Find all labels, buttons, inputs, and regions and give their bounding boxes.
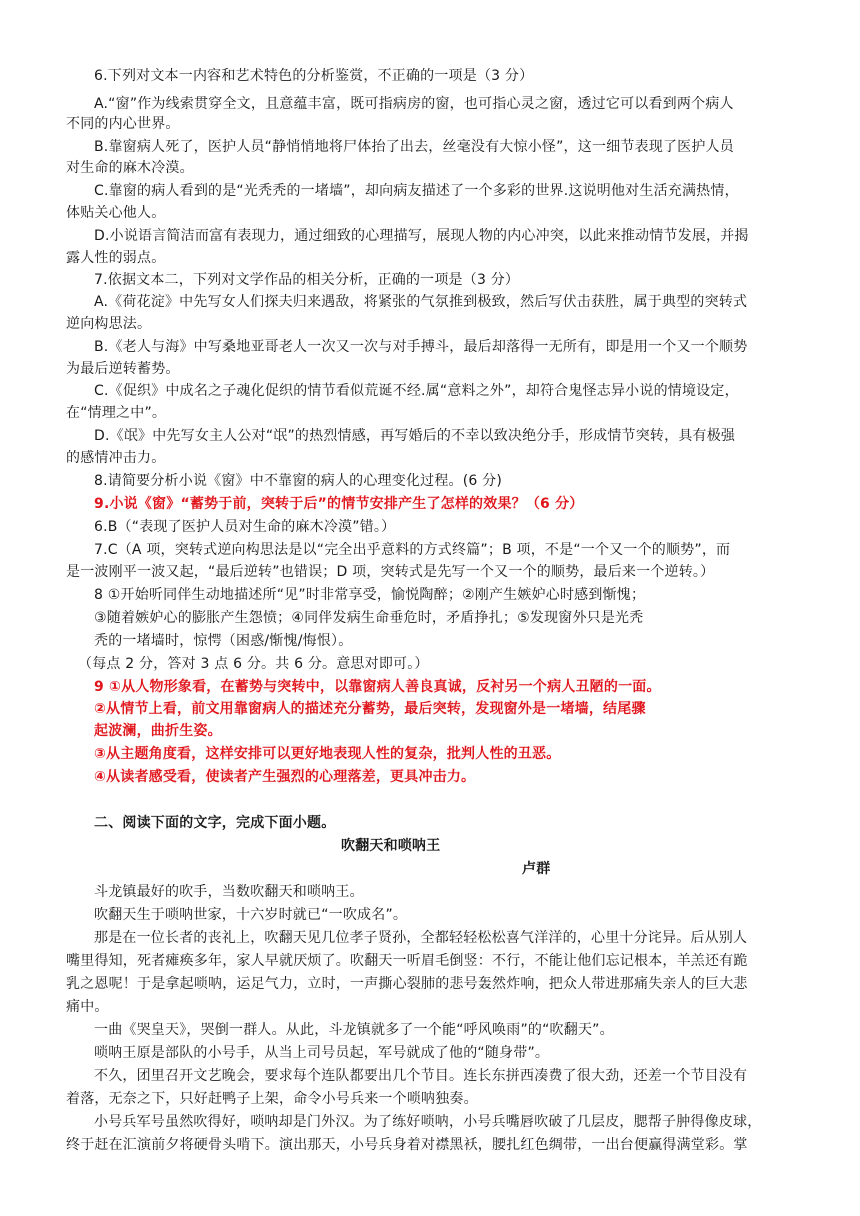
question-7-stem: 7.依据文本二，下列对文学作品的相关分析，正确的一项是（3 分） bbox=[94, 272, 520, 288]
option-7c: C.《促织》中成名之子魂化促织的情节看似荒诞不经.属“意料之外”，却符合鬼怪志异小说的情境设定， bbox=[94, 383, 739, 399]
article-para-7: 小号兵军号虽然吹得好，唢呐却是门外汉。为了练好唢呐，小号兵嘴唇吹破了几层皮，腮帮子肿得像皮球， bbox=[94, 1114, 762, 1130]
option-7d: D.《氓》中先写女主人公对“氓”的热烈情感，再写婚后的不幸以致决绝分手，形成情节突转，具有极强 bbox=[94, 428, 736, 444]
answer-8-cont2: 秃的一堵墙时，惊愕（困惑/惭愧/悔恨）。 bbox=[94, 633, 353, 649]
article-para-4: 一曲《哭皇天》，哭倒一群人。从此，斗龙镇就多了一个能“呼风唤雨”的“吹翻天”。 bbox=[94, 1022, 614, 1038]
article-para-1: 斗龙镇最好的吹手，当数吹翻天和唢呐王。 bbox=[94, 884, 364, 900]
answer-7: 7.C（A 项，突转式逆向构思法是以“完全出乎意料的方式终篇”；B 项，不是“一个又一个的顺势”，而 bbox=[94, 542, 731, 558]
answer-9-point-1: 9 ①从人物形象看，在蓄势与突转中，以靠窗病人善良真诚，反衬另一个病人丑陋的一面。 bbox=[94, 679, 661, 695]
question-9: 9.小说《窗》“蓄势于前，突转于后”的情节安排产生了怎样的效果？（6 分） bbox=[94, 496, 584, 512]
article-para-6: 不久，团里召开文艺晚会，要求每个连队都要出几个节目。连长东拼西凑费了很大劲，还差一个节目没有 bbox=[94, 1068, 748, 1084]
article-para-3-cont2: 乳之恩呢！于是拿起唢呐，运足气力，立时，一声撕心裂肺的悲号轰然炸响，把众人带进那痛失亲人的巨大悲 bbox=[66, 976, 748, 992]
answer-8-cont: ③随着嫉妒心的膨胀产生怨愤；④同伴发病生命垂危时，矛盾挣扎；⑤发现窗外只是光秃 bbox=[94, 610, 644, 626]
answer-8-scoring: （每点 2 分，答对 3 点 6 分。共 6 分。意思对即可。） bbox=[78, 656, 429, 672]
option-6a: A.“窗”作为线索贯穿全文，且意蕴丰富，既可指病房的窗，也可指心灵之窗，透过它可以看到两个病人 bbox=[94, 96, 734, 112]
option-7a: A.《荷花淀》中先写女人们探夫归来遇敌，将紧张的气氛推到极致，然后写伏击获胜，属于典型的突转式 bbox=[94, 294, 748, 310]
article-para-5: 唢呐王原是部队的小号手，从当上司号员起，军号就成了他的“随身带”。 bbox=[94, 1045, 550, 1061]
option-7b: B.《老人与海》中写桑地亚哥老人一次又一次与对手搏斗，最后却落得一无所有，即是用一个又一个顺势 bbox=[94, 339, 748, 355]
option-6b: B.靠窗病人死了，医护人员“静悄悄地将尸体抬了出去，丝毫没有大惊小怪”，这一细节表现了医护人员 bbox=[94, 139, 734, 155]
article-author: 卢群 bbox=[522, 861, 551, 877]
option-6c: C.靠窗的病人看到的是“光秃秃的一堵墙”，却向病友描述了一个多彩的世界.这说明他对生活充满热情， bbox=[94, 183, 739, 199]
article-para-7-cont: 终于赶在汇演前夕将硬骨头啃下。演出那天，小号兵身着对襟黑袄，腰扎红色绸带，一出台便赢得满堂彩。掌 bbox=[66, 1137, 748, 1153]
answer-9-point-3: ③从主题角度看，这样安排可以更好地表现人性的复杂，批判人性的丑恶。 bbox=[94, 746, 561, 762]
answer-8: 8 ①开始听同伴生动地描述所“见”时非常享受，愉悦陶醉；②刚产生嫉妒心时感到惭愧； bbox=[94, 587, 646, 603]
answer-9-point-2: ②从情节上看，前文用靠窗病人的描述充分蓄势，最后突转，发现窗外是一堵墙，结尾骤 bbox=[94, 701, 646, 717]
option-6b-cont: 对生命的麻木冷漠。 bbox=[66, 160, 194, 176]
option-7c-cont: 在“情理之中”。 bbox=[66, 405, 167, 421]
option-6d: D.小说语言简洁而富有表现力，通过细致的心理描写，展现人物的内心冲突，以此来推动情节发展，并揭 bbox=[94, 228, 749, 244]
option-6a-cont: 不同的内心世界。 bbox=[66, 116, 180, 132]
answer-7-cont: 是一波刚平一波又起，“最后逆转”也错误；D 项，突转式是先写一个又一个的顺势，最后来一个逆转。） bbox=[66, 564, 715, 580]
option-7d-cont: 的感情冲击力。 bbox=[66, 450, 166, 466]
question-6-stem: 6.下列对文本一内容和艺术特色的分析鉴赏，不正确的一项是（3 分） bbox=[94, 68, 534, 84]
answer-6: 6.B（“表现了医护人员对生命的麻木冷漠”错。） bbox=[94, 519, 396, 535]
option-7a-cont: 逆向构思法。 bbox=[66, 316, 152, 332]
answer-9-point-4: ④从读者感受看，使读者产生强烈的心理落差，更具冲击力。 bbox=[94, 769, 476, 785]
answer-9-point-2-cont: 起波澜，曲折生姿。 bbox=[94, 723, 222, 739]
article-para-3: 那是在一位长者的丧礼上，吹翻天见几位孝子贤孙，全都轻轻松松喜气洋洋的，心里十分诧异。后从别人 bbox=[94, 930, 748, 946]
question-8: 8.请简要分析小说《窗》中不靠窗的病人的心理变化过程。(6 分) bbox=[94, 473, 503, 489]
article-para-3-cont: 嘴里得知，死者瘫痪多年，家人早就厌烦了。吹翻天一听眉毛倒竖：不行，不能让他们忘记根本，羊羔还有跪 bbox=[66, 953, 748, 969]
article-title: 吹翻天和唢呐王 bbox=[341, 838, 441, 854]
option-7b-cont: 为最后逆转蓄势。 bbox=[66, 361, 180, 377]
article-para-3-cont3: 痛中。 bbox=[66, 999, 109, 1015]
option-6d-cont: 露人性的弱点。 bbox=[66, 250, 166, 266]
article-para-6-cont: 着落，无奈之下，只好赶鸭子上架，命令小号兵来一个唢呐独奏。 bbox=[66, 1091, 478, 1107]
option-6c-cont: 体贴关心他人。 bbox=[66, 205, 166, 221]
article-para-2: 吹翻天生于唢呐世家，十六岁时就已“一吹成名”。 bbox=[94, 907, 408, 923]
section-2-heading: 二、阅读下面的文字，完成下面小题。 bbox=[94, 815, 336, 831]
